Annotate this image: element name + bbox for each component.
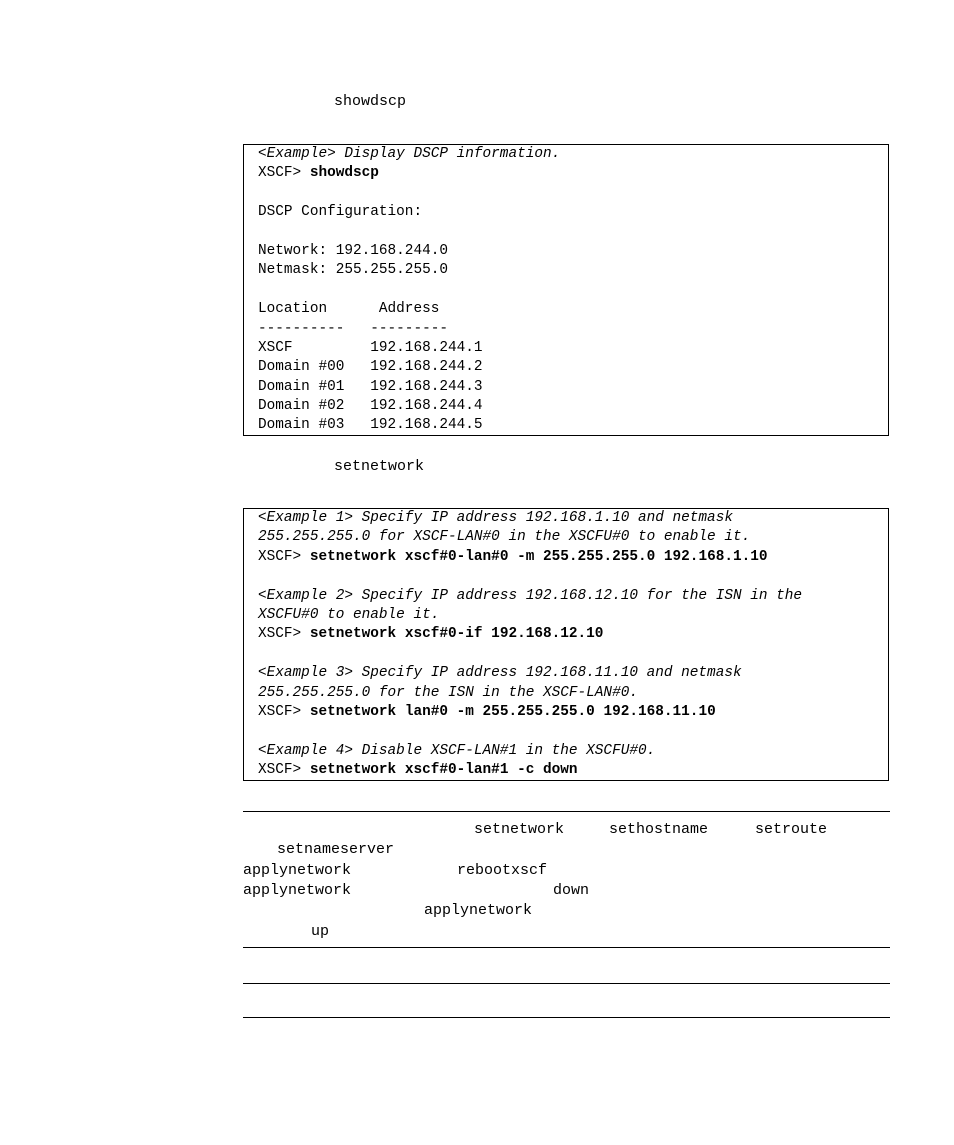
code-command-line xyxy=(258,625,888,644)
note-term: down xyxy=(553,882,590,899)
comment-text: <Example> Display DSCP information. xyxy=(258,146,561,162)
note-top-rule xyxy=(243,811,890,812)
command-text: showdscp xyxy=(309,165,379,182)
comment-text: <Example 4> Disable XSCF-LAN#1 in the XSCFU#0. xyxy=(258,742,656,759)
code-lines xyxy=(258,145,888,436)
prompt: XSCF> xyxy=(258,548,310,565)
section-heading-showdscp: showdscp xyxy=(334,93,407,110)
command-text: setnetwork xscf#0-lan#1 -c down xyxy=(309,762,578,779)
code-output-line: Netmask: 255.255.255.0 xyxy=(258,262,448,279)
code-output-line: Domain #02 192.168.244.4 xyxy=(258,398,483,415)
prompt: XSCF> xyxy=(258,165,310,182)
code-comment-line xyxy=(258,606,888,625)
code-example-setnetwork xyxy=(243,508,889,781)
code-comment-line xyxy=(258,664,888,683)
code-output-line: Location Address xyxy=(258,301,440,318)
note-term: applynetwork xyxy=(243,862,352,879)
code-output-line: Domain #01 192.168.244.3 xyxy=(258,378,483,395)
code-lines xyxy=(258,509,888,780)
code-command-line xyxy=(258,703,888,722)
code-comment-line xyxy=(258,742,888,761)
code-output-line: ---------- --------- xyxy=(258,320,448,337)
note-term: rebootxscf xyxy=(457,862,548,879)
code-comment-line xyxy=(258,528,888,547)
code-command-line xyxy=(258,548,888,567)
code-comment-line xyxy=(258,684,888,703)
command-text: setnetwork xscf#0-lan#0 -m 255.255.255.0 192.168.1.10 xyxy=(309,548,768,565)
note-term: setroute xyxy=(755,821,828,838)
note-term: sethostname xyxy=(609,821,709,838)
prompt: XSCF> xyxy=(258,626,310,643)
code-blank-line xyxy=(258,281,888,300)
comment-text: 255.255.255.0 for XSCF-LAN#0 in the XSCFU#0 to enable it. xyxy=(258,529,751,546)
code-blank-line xyxy=(258,223,888,242)
command-text: setnetwork xscf#0-if 192.168.12.10 xyxy=(309,626,604,643)
comment-text: <Example 1> Specify IP address 192.168.1.10 and netmask xyxy=(258,510,733,526)
comment-text: XSCFU#0 to enable it. xyxy=(258,606,440,623)
note-term: applynetwork xyxy=(424,902,533,919)
code-blank-line xyxy=(258,567,888,586)
code-blank-line xyxy=(258,645,888,664)
comment-text: 255.255.255.0 for the ISN in the XSCF-LAN#0. xyxy=(258,684,638,701)
comment-text: <Example 3> Specify IP address 192.168.11.10 and netmask xyxy=(258,665,742,682)
note-term: setnetwork xyxy=(474,821,565,838)
note-term: up xyxy=(311,923,330,940)
code-output-line: Network: 192.168.244.0 xyxy=(258,242,448,259)
code-command-line xyxy=(258,761,888,780)
code-comment-line xyxy=(258,587,888,606)
divider-rule xyxy=(243,1017,890,1018)
command-text: setnetwork lan#0 -m 255.255.255.0 192.168.11.10 xyxy=(309,703,716,720)
prompt: XSCF> xyxy=(258,703,310,720)
prompt: XSCF> xyxy=(258,762,310,779)
note-term: applynetwork xyxy=(243,882,352,899)
code-example-showdscp xyxy=(243,144,889,436)
code-blank-line xyxy=(258,722,888,741)
note-bottom-rule xyxy=(243,947,890,948)
code-comment-line xyxy=(258,145,888,164)
code-blank-line xyxy=(258,184,888,203)
code-output-line: Domain #00 192.168.244.2 xyxy=(258,359,483,376)
comment-text: <Example 2> Specify IP address 192.168.12.10 for the ISN in the xyxy=(258,587,803,604)
code-command-line xyxy=(258,164,888,183)
section-heading-setnetwork: setnetwork xyxy=(334,458,425,475)
code-output-line: XSCF 192.168.244.1 xyxy=(258,339,483,356)
note-term: setnameserver xyxy=(277,841,395,858)
code-comment-line xyxy=(258,509,888,528)
divider-rule xyxy=(243,983,890,984)
code-output-line: DSCP Configuration: xyxy=(258,204,423,221)
code-output-line: Domain #03 192.168.244.5 xyxy=(258,417,483,434)
